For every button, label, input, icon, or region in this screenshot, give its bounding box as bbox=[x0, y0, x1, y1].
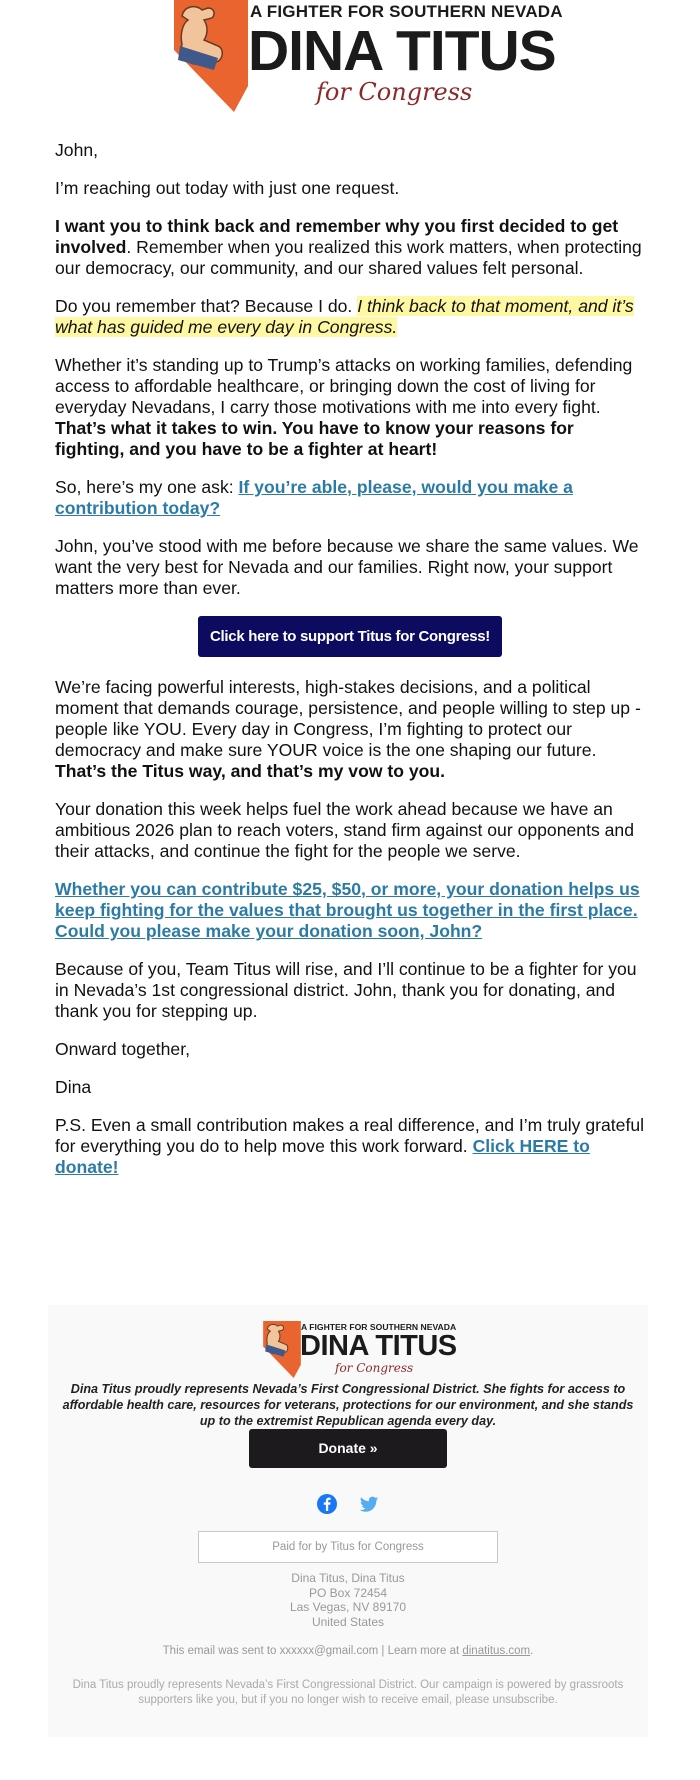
address-line: Dina Titus, Dina Titus bbox=[291, 1571, 405, 1585]
twitter-icon[interactable] bbox=[358, 1493, 380, 1515]
paragraph-ask-plain: So, here’s my one ask: bbox=[55, 477, 239, 497]
paid-for-disclaimer: Paid for by Titus for Congress bbox=[198, 1531, 498, 1563]
paragraph-powerful-interests-plain: We’re facing powerful interests, high-stakes decisions, and a political moment that demands courage, persistence, and people willing to step up - people like YOU. Every day in Congress, I’m fighting to protect our democracy and make sure YOUR voice is the one shaping our future. bbox=[55, 677, 641, 760]
nevada-fist-icon bbox=[174, 0, 248, 112]
signature: Dina bbox=[55, 1077, 92, 1097]
paragraph-remember-rest: . Remember when you realized this work matters, when protecting our democracy, our community, and our shared values felt personal. bbox=[55, 237, 642, 278]
signoff: Onward together, bbox=[55, 1039, 190, 1059]
sent-to-notice bbox=[48, 1645, 648, 1657]
footer-logo-for-congress: for Congress bbox=[335, 1361, 414, 1375]
address-line: Las Vegas, NV 89170 bbox=[289, 1600, 407, 1614]
paragraph-contribute-amounts bbox=[55, 879, 645, 942]
email-body bbox=[55, 140, 645, 1195]
header-tagline: A FIGHTER FOR SOUTHERN NEVADA bbox=[250, 2, 563, 21]
facebook-icon[interactable] bbox=[316, 1493, 338, 1515]
highlighted-quote: I think back to that moment, and it’s what has guided me every day in Congress. bbox=[55, 296, 634, 337]
address-line: PO Box 72454 bbox=[308, 1585, 388, 1600]
sent-to-text: This email was sent to xxxxxx@gmail.com | Learn more at bbox=[162, 1645, 463, 1657]
footer-description: Dina Titus proudly represents Nevada’s First Congressional District. She fights for access to affordable health care, resources for veterans, protections for our environment, and she stands up to the extremist Republican agenda every day. bbox=[62, 1382, 634, 1428]
paragraph-fight-plain: Whether it’s standing up to Trump’s attacks on working families, defending access to affordable healthcare, or bringing down the cost of living for everyday Nevadans, I carry those motivations with me into every fight. bbox=[55, 355, 633, 417]
address-line: United States bbox=[311, 1614, 385, 1629]
paragraph-moment-plain: Do you remember that? Because I do. bbox=[55, 296, 358, 316]
greeting: John, bbox=[55, 140, 99, 160]
postscript bbox=[55, 1115, 645, 1178]
website-link[interactable]: dinatitus.com bbox=[462, 1645, 531, 1657]
paragraph-moment bbox=[55, 296, 645, 338]
unsubscribe-notice: Dina Titus proudly represents Nevada’s First Congressional District. Our campaign is powered by grassroots supporters like you, but if you no longer wish to receive email, please unsubscribe. bbox=[72, 1679, 624, 1706]
header-for-congress: for Congress bbox=[316, 78, 473, 106]
paragraph-powerful-interests bbox=[55, 677, 645, 782]
paragraph-fight-bold: That’s what it takes to win. You have to know your reasons for fighting, and you have to be a fighter at heart! bbox=[55, 418, 574, 459]
footer-logo-name: DINA TITUS bbox=[300, 1330, 457, 1362]
paragraph-titus-way: That’s the Titus way, and that’s my vow to you. bbox=[55, 761, 446, 781]
paragraph-team-titus: Because of you, Team Titus will rise, and I’ll continue to be a fighter for you in Nevada’s 1st congressional district. John, thank you for donating, and thank you for stepping up. bbox=[55, 959, 637, 1021]
paragraph-fight bbox=[55, 355, 645, 460]
header-candidate-name: DINA TITUS bbox=[248, 19, 556, 83]
mailing-address bbox=[48, 1571, 648, 1629]
sent-to-suffix: . bbox=[530, 1645, 534, 1657]
footer-logo-tagline: A FIGHTER FOR SOUTHERN NEVADA bbox=[301, 1322, 457, 1332]
paragraph-remember-bold: I want you to think back and remember why you first decided to get involved bbox=[55, 216, 619, 257]
cta-wrapper bbox=[55, 616, 645, 657]
footer-nevada-fist-icon bbox=[263, 1321, 301, 1378]
footer-donate-button[interactable]: Donate » bbox=[249, 1429, 447, 1468]
email-footer bbox=[48, 1305, 648, 1737]
paragraph-request: I’m reaching out today with just one request. bbox=[55, 178, 400, 198]
postscript-plain: P.S. Even a small contribution makes a real difference, and I’m truly grateful for everything you do to help move this work forward. bbox=[55, 1115, 645, 1156]
contribute-link[interactable]: If you’re able, please, would you make a contribution today? bbox=[55, 477, 573, 518]
support-button[interactable]: Click here to support Titus for Congress! bbox=[198, 616, 502, 657]
paragraph-donation-plan: Your donation this week helps fuel the work ahead because we have an ambitious 2026 plan to reach voters, stand firm against our opponents and their attacks, and continue the fight for the people we serve. bbox=[55, 799, 634, 861]
paragraph-values: John, you’ve stood with me before because we share the same values. We want the very best for Nevada and our families. Right now, your support matters more than ever. bbox=[55, 536, 639, 598]
footer-logo bbox=[263, 1321, 457, 1378]
header-logo bbox=[174, 0, 563, 112]
ps-donate-link[interactable]: Click HERE to donate! bbox=[55, 1136, 590, 1177]
paragraph-ask bbox=[55, 477, 645, 519]
contribute-amounts-link[interactable]: Whether you can contribute $25, $50, or more, your donation helps us keep fighting for the values that brought us together in the first place. Could you please make your donation soon, John? bbox=[55, 879, 640, 941]
paragraph-remember bbox=[55, 216, 645, 279]
